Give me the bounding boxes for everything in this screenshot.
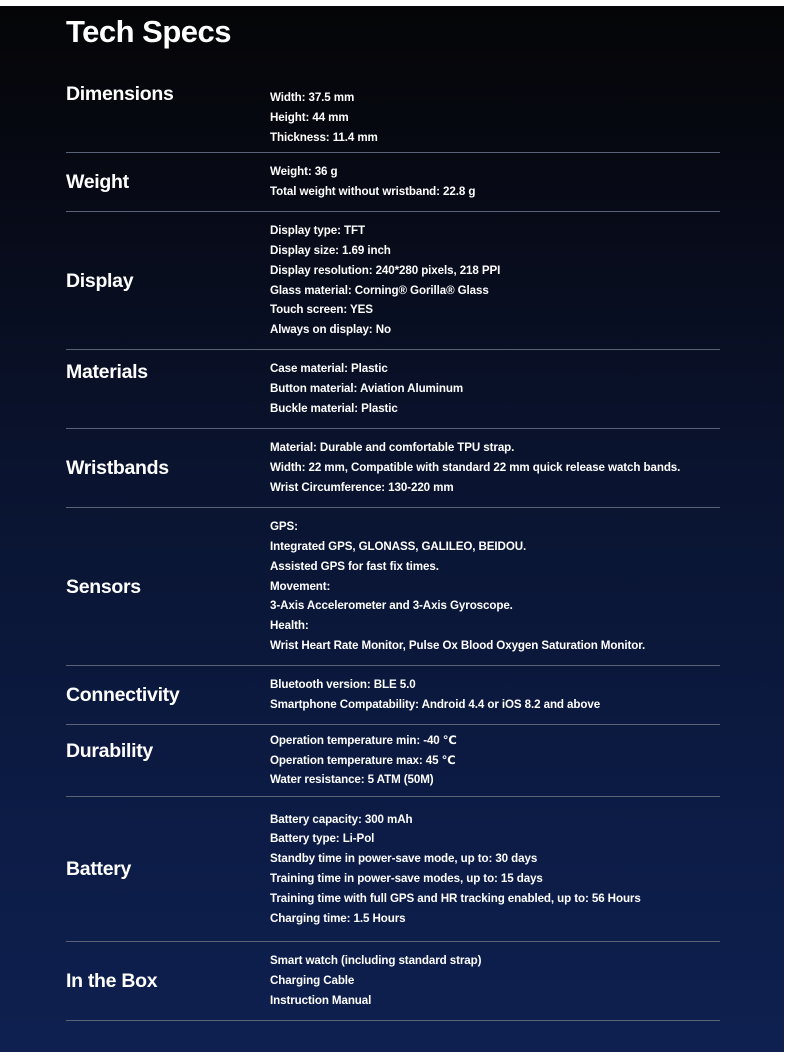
- spec-value: Standby time in power-save mode, up to: 30 days: [270, 852, 538, 866]
- spec-values-display: [270, 221, 720, 340]
- spec-name-weight: Weight: [66, 171, 129, 193]
- spec-value: Always on display: No: [270, 323, 391, 337]
- spec-values-wristbands: [270, 438, 720, 497]
- spec-row-wristbands: [66, 429, 720, 508]
- tech-specs-panel: [0, 6, 784, 1052]
- spec-value: Button material: Aviation Aluminum: [270, 382, 464, 396]
- spec-row-weight: [66, 153, 720, 212]
- spec-value: Assisted GPS for fast fix times.: [270, 559, 439, 573]
- spec-name-battery: Battery: [66, 858, 132, 880]
- page-title: Tech Specs: [66, 14, 232, 49]
- spec-value: Bluetooth version: BLE 5.0: [270, 678, 416, 692]
- spec-values-battery: [270, 810, 720, 929]
- spec-name-materials: Materials: [66, 361, 148, 383]
- spec-value: Smartphone Compatability: Android 4.4 or iOS 8.2 and above: [270, 698, 601, 711]
- spec-value: Display type: TFT: [270, 224, 365, 238]
- spec-row-in-the-box: [66, 942, 720, 1021]
- spec-values-in-the-box: [270, 951, 720, 1010]
- spec-row-battery: [66, 797, 720, 942]
- spec-value: Instruction Manual: [270, 993, 372, 1007]
- spec-value: Weight: 36 g: [270, 165, 338, 179]
- spec-value: 3-Axis Accelerometer and 3-Axis Gyroscope.: [270, 599, 513, 613]
- spec-value: Water resistance: 5 ATM (50M): [270, 773, 434, 787]
- spec-value: Display size: 1.69 inch: [270, 243, 391, 257]
- spec-row-display: [66, 212, 720, 350]
- spec-row-dimensions: [66, 76, 720, 153]
- spec-values-dimensions: [270, 88, 720, 147]
- spec-value: Touch screen: YES: [270, 303, 373, 317]
- spec-value: Glass material: Corning® Gorilla® Glass: [270, 283, 489, 297]
- spec-value: Health:: [270, 619, 309, 633]
- spec-value: Training time with full GPS and HR tracking enabled, up to: 56 Hours: [270, 891, 641, 905]
- spec-value: Width: 22 mm, Compatible with standard 22 mm quick release watch bands.: [270, 461, 681, 475]
- spec-name-display: Display: [66, 269, 134, 292]
- spec-value: Training time in power-save modes, up to: 15 days: [270, 872, 543, 885]
- spec-name-dimensions: Dimensions: [66, 83, 174, 105]
- spec-values-connectivity: [270, 675, 720, 715]
- spec-value: Operation temperature max: 45 ℃: [270, 753, 456, 767]
- spec-name-durability: Durability: [66, 740, 153, 762]
- spec-value: Charging time: 1.5 Hours: [270, 911, 406, 925]
- spec-value: Battery capacity: 300 mAh: [270, 812, 413, 826]
- spec-row-connectivity: [66, 666, 720, 725]
- spec-list: [66, 76, 720, 1021]
- spec-values-sensors: [270, 517, 720, 656]
- spec-value: Total weight without wristband: 22.8 g: [270, 185, 476, 198]
- spec-value: Width: 37.5 mm: [270, 91, 355, 104]
- spec-values-durability: [270, 731, 720, 790]
- spec-value: Wrist Circumference: 130-220 mm: [270, 480, 454, 494]
- spec-name-sensors: Sensors: [66, 575, 141, 598]
- spec-value: Thickness: 11.4 mm: [270, 130, 378, 144]
- spec-value: Smart watch (including standard strap): [270, 954, 482, 968]
- spec-value: Wrist Heart Rate Monitor, Pulse Ox Blood Oxygen Saturation Monitor.: [270, 638, 646, 652]
- spec-value: Operation temperature min: -40 ℃: [270, 733, 457, 747]
- spec-value: GPS:: [270, 520, 298, 534]
- spec-value: Battery type: Li-Pol: [270, 832, 375, 846]
- spec-name-wristbands: Wristbands: [66, 457, 169, 479]
- spec-value: Buckle material: Plastic: [270, 401, 398, 415]
- spec-row-materials: [66, 350, 720, 429]
- spec-value: Movement:: [270, 579, 331, 593]
- spec-value: Display resolution: 240*280 pixels, 218 PPI: [270, 263, 501, 277]
- spec-values-materials: [270, 359, 720, 418]
- spec-value: Charging Cable: [270, 974, 355, 988]
- spec-values-weight: [270, 162, 720, 202]
- spec-value: Case material: Plastic: [270, 362, 388, 376]
- spec-value: Height: 44 mm: [270, 110, 349, 124]
- spec-name-connectivity: Connectivity: [66, 684, 180, 706]
- spec-value: Material: Durable and comfortable TPU strap.: [270, 441, 515, 455]
- spec-row-sensors: [66, 508, 720, 666]
- spec-name-in-the-box: In the Box: [66, 970, 158, 992]
- spec-row-durability: [66, 725, 720, 797]
- spec-value: Integrated GPS, GLONASS, GALILEO, BEIDOU.: [270, 540, 527, 553]
